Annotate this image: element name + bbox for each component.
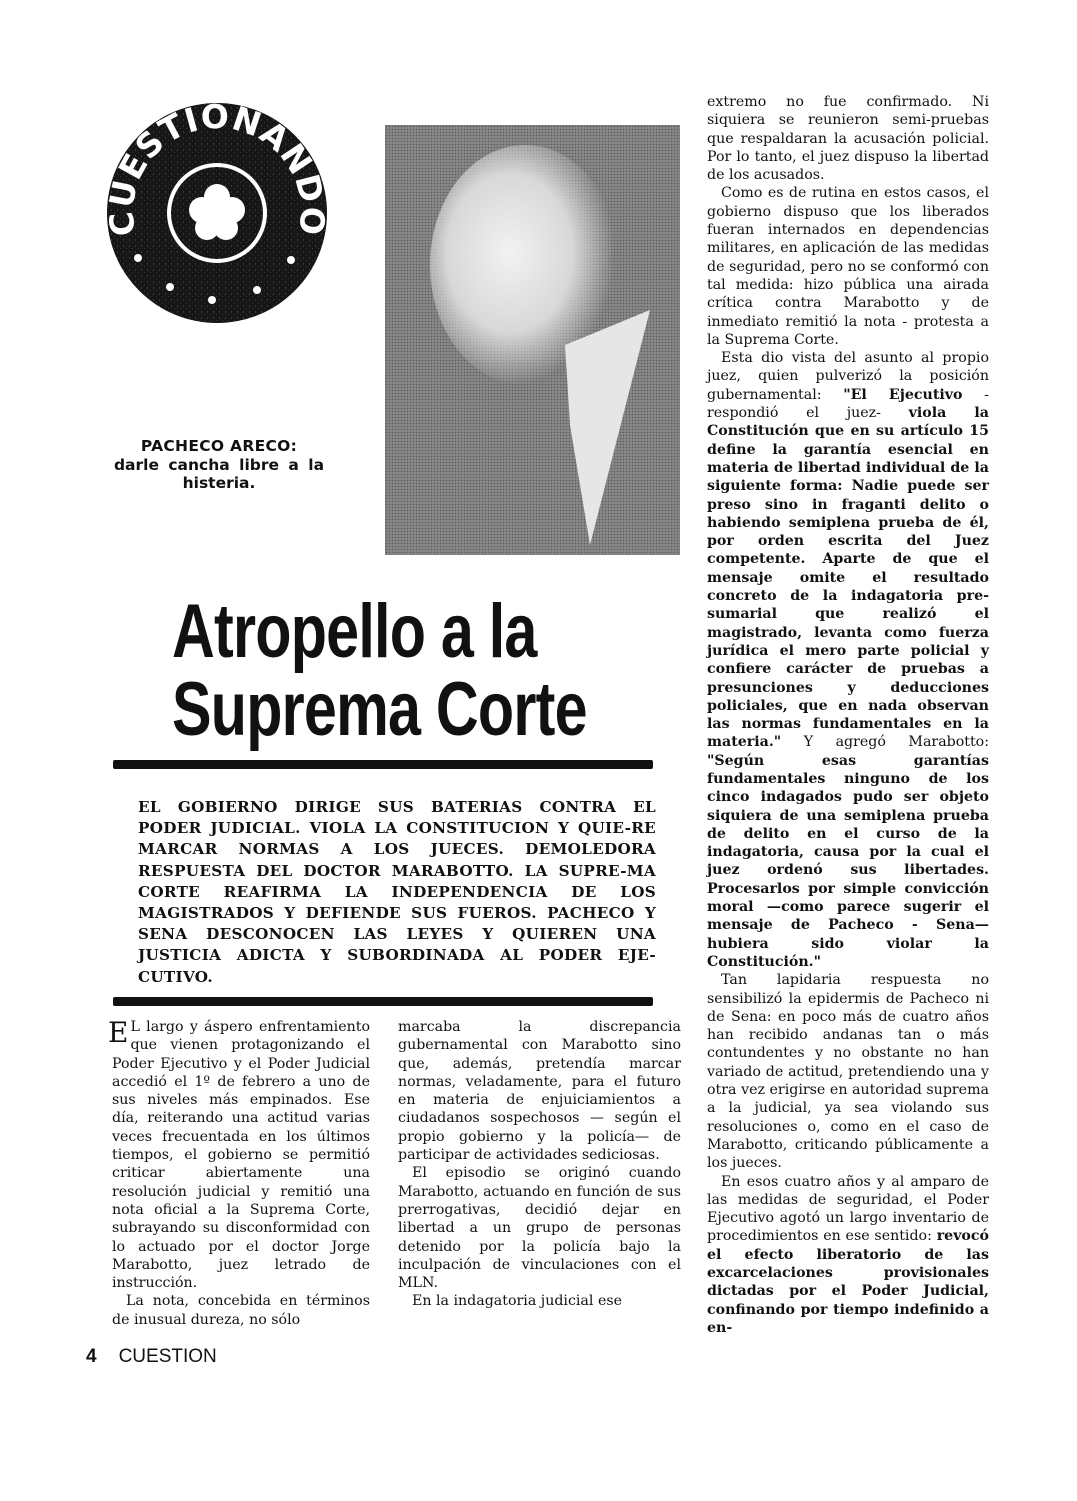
cuestionando-seal-logo — [104, 100, 330, 326]
quote-bold: "Según esas garantías fundamentales ninguno de los cinco indagados pudo ser objeto siquiera de una semiplena prueba de delito en el curso de la indagatoria, causa por la cual el juez ordenó sus libertades. Procesarlos por simple convicción moral —como parece sugerir el mensaje de Pacheco - Sena— hubiera sido violar la Constitución." — [707, 752, 989, 970]
paragraph-text: Y agregó Marabotto: — [781, 734, 989, 751]
headline-line-2: Suprema Corte — [172, 667, 587, 752]
paragraph-text: Esta dio vista del asunto al propio juez, quien pulverizó la posición gubernamental: — [707, 350, 989, 403]
body-column-1 — [108, 1016, 370, 1329]
seal-graphic — [104, 100, 330, 326]
drop-cap: E — [108, 1016, 129, 1049]
quote-bold: "El Ejecutivo — [843, 386, 963, 403]
headline — [172, 589, 587, 752]
magazine-name: CUESTION — [118, 1346, 217, 1367]
paragraph: extremo no fue confirmado. Ni siquiera se reunieron semi-pruebas que respaldaran la acusación policial. Por lo tanto, el juez dispuso la libertad de los acusados. — [707, 94, 989, 184]
paragraph: Tan lapidaria respuesta no sensibilizó la epidermis de Pacheco ni de Sena: en poco más de cuatro años han recibido andanas tan o más contundentes y no obstante no han variado de actitud, pretendiendo una y otra vez erigirse en autoridad suprema a la judicial, ya sea violando sus resoluciones o, como en el caso de Marabotto, criticando públicamente a los jueces. — [707, 972, 989, 1172]
paragraph: Como es de rutina en estos casos, el gobierno dispuso que los liberados fueran internados en dependencias militares, en aplicación de las medidas de seguridad, pero no se conformó con tal medida: hizo pública una airada crítica contra Marabotto y de inmediato remitió la nota - protesta a la Suprema Corte. — [707, 185, 989, 348]
headline-rule — [113, 760, 653, 769]
page-number: 4 — [86, 1346, 97, 1367]
emphasis-bold: revocó el efecto liberatorio de las excarcelaciones provisionales dictadas por el Poder Judicial, confinando por tiempo indefinido a en- — [707, 1228, 989, 1336]
paragraph: marcaba la discrepancia gubernamental con Marabotto sino que, además, pretendía marcar normas, veladamente, para el futuro en materia de enjuiciamientos a ciudadanos sospechosos — según el propio gobierno y la policía— de participar de actividades sediciosas. — [398, 1019, 681, 1164]
paragraph — [108, 1016, 370, 1292]
paragraph-text: -respondió el juez- — [707, 386, 989, 422]
paragraph: El episodio se originó cuando Marabotto, actuando en función de sus prerrogativas, decidió dejar en libertad a un grupo de personas detenido por la policía bajo la inculpación de vinculaciones con el MLN. — [398, 1165, 681, 1292]
photo-caption — [104, 437, 334, 493]
deck-rule — [113, 997, 653, 1006]
paragraph — [707, 349, 989, 971]
photo-graphic — [385, 125, 680, 555]
caption-name: PACHECO ARECO: — [140, 437, 298, 455]
body-column-2 — [398, 1018, 681, 1311]
seal-text: CUESTIONANDO — [104, 100, 330, 239]
paragraph-text: En esos cuatro años y al amparo de las medidas de seguridad, el Poder Ejecutivo agotó un largo inventario de procedimientos en ese sentido: — [707, 1173, 989, 1245]
portrait-photo — [385, 125, 680, 555]
headline-line-1: Atropello a la — [172, 589, 537, 674]
paragraph: La nota, concebida en términos de inusual dureza, no sólo — [112, 1293, 370, 1328]
caption-text: darle cancha libre a la histeria. — [113, 455, 325, 492]
quote-bold: viola la Constitución que en su artículo 15 define la garantía esencial en materia de libertad individual de la siguiente forma: Nadie puede ser preso sino in fraganti delito o habiendo semiplena prueba de él, por orden escrita del Juez competente. Aparte de que el mensaje omite el resultado concreto de la indagatoria pre-sumarial que realizó el magistrado, levanta como fuerza jurídica el mero parte policial y confiere carácter de pruebas a presunciones y deducciones policiales, que en nada observan las normas fundamentales en la materia." — [707, 405, 989, 751]
body-column-3 — [707, 93, 989, 1337]
deck-summary: EL GOBIERNO DIRIGE SUS BATERIAS CONTRA EL PODER JUDICIAL. VIOLA LA CONSTITUCION Y QUIE-RE MARCAR NORMAS A LOS JUECES. DEMOLEDORA RESPUESTA DEL DOCTOR MARABOTTO. LA SUPRE-MA CORTE REAFIRMA LA INDEPENDENCIA DE LOS MAGISTRADOS Y DEFIENDE SUS FUEROS. PACHECO Y SENA DESCONOCEN LAS LEYES Y QUIEREN UNA JUSTICIA ADICTA Y SUBORDINADA AL PODER EJE-CUTIVO. — [138, 798, 656, 986]
paragraph: En la indagatoria judicial ese — [412, 1293, 623, 1310]
paragraph-text: L largo y áspero enfrentamiento que vienen protagonizando el Poder Ejecutivo y el Poder Judicial accedió el 1º de febrero a uno de sus niveles más empinados. Ese día, reiterando una actitud varias veces frecuentada en los últimos tiempos, el gobierno se permitió criticar abiertamente una resolución judicial y remitió una nota oficial a la Suprema Corte, subrayando su disconformidad con lo actuado por el doctor Jorge Marabotto, juez letrado de instrucción. — [112, 1019, 370, 1292]
page-footer — [86, 1346, 217, 1368]
paragraph — [707, 1173, 989, 1338]
